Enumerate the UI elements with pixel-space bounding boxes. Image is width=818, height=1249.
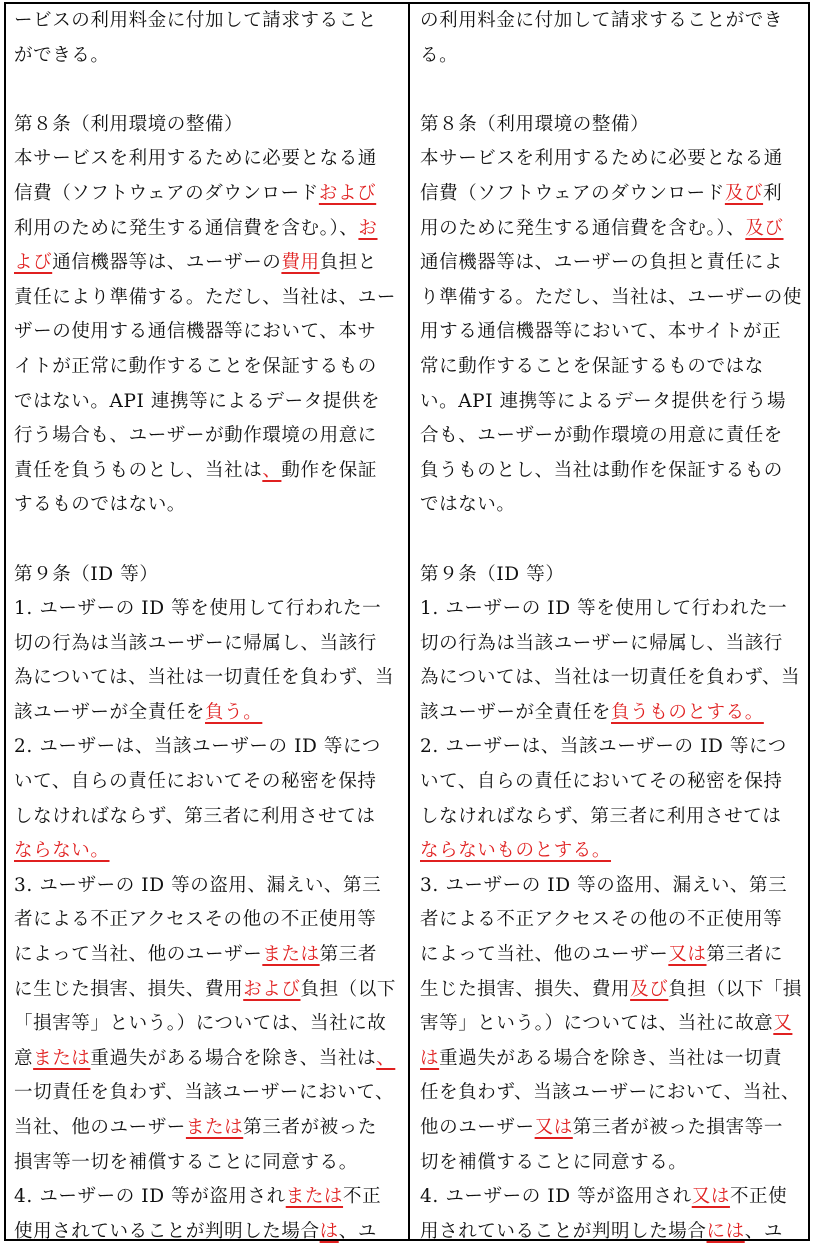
right-text-line — [420, 696, 808, 731]
right-text-line — [420, 419, 808, 454]
text-segment: 意 — [14, 1047, 34, 1069]
revision-mark: には — [706, 1220, 745, 1242]
text-segment: いて、自らの責任においてその秘密を保持 — [14, 771, 377, 793]
left-text-line — [14, 558, 402, 593]
text-segment: 生じた損害、損失、費用 — [420, 978, 631, 1000]
text-segment: 負担と — [319, 252, 377, 274]
right-text-line — [420, 212, 808, 247]
left-text-line — [14, 246, 402, 281]
left-text-line — [14, 212, 402, 247]
text-segment: 動作を保証 — [281, 459, 377, 481]
text-segment: 、ユ — [338, 1220, 377, 1242]
left-text-line — [14, 834, 402, 869]
revision-mark: 又は — [668, 944, 707, 966]
text-segment: 4. ユーザーの ID 等が盗用され — [420, 1186, 692, 1208]
right-text-line — [420, 627, 808, 662]
left-text-line — [14, 1180, 402, 1215]
text-segment: 「損害等」という。）については、当社に故 — [14, 1013, 387, 1035]
text-segment: 責任により準備する。ただし、当社は、ユー — [14, 286, 397, 308]
right-text-line — [420, 246, 808, 281]
text-segment: 使用されていることが判明した場合 — [14, 1220, 320, 1242]
right-text-line — [420, 315, 808, 350]
column-divider — [408, 2, 410, 1241]
left-text-line — [14, 696, 402, 731]
text-segment: 第三者 — [319, 944, 377, 966]
revision-mark: および — [243, 978, 301, 1000]
right-text-line — [420, 730, 808, 765]
text-segment: る。 — [420, 44, 459, 66]
text-segment: 為については、当社は一切責任を負わず、当 — [14, 667, 395, 689]
text-segment: 切の行為は当該ユーザーに帰属し、当該行 — [14, 632, 377, 654]
right-text-line — [420, 558, 808, 593]
right-text-line — [420, 1146, 808, 1181]
right-text-line — [420, 1111, 808, 1146]
left-text-line — [14, 1146, 402, 1181]
text-segment: 通信機器等は、ユーザーの — [52, 252, 282, 274]
text-segment: 第８条（利用環境の整備） — [14, 113, 244, 135]
right-text-line — [420, 108, 808, 143]
revision-mark: 及び — [630, 978, 669, 1000]
left-text-line — [14, 488, 402, 523]
revision-mark: または — [262, 944, 320, 966]
text-segment: しなければならず、第三者に利用させては — [420, 805, 782, 827]
right-text-line — [420, 385, 808, 420]
left-text-line — [14, 1215, 402, 1249]
text-segment: の利用料金に付加して請求することができ — [420, 10, 783, 31]
text-segment: 負担（以下「損 — [668, 978, 803, 1000]
right-text-line — [420, 1007, 808, 1042]
left-text-line — [14, 973, 402, 1008]
text-segment: 切を補償することに同意する。 — [420, 1151, 688, 1173]
right-text-line — [420, 142, 808, 177]
text-segment: 3. ユーザーの ID 等の盗用、漏えい、第三 — [420, 874, 788, 896]
left-text-line — [14, 903, 402, 938]
text-segment: 、ユ — [744, 1220, 783, 1242]
text-segment: 重過失がある場合を除き、当社は一切責 — [439, 1047, 783, 1069]
revision-mark: および — [318, 182, 377, 204]
text-segment: 用する通信機器等において、本サイトが正 — [420, 321, 782, 343]
right-text-line — [420, 350, 808, 385]
text-segment: 他のユーザー — [420, 1117, 535, 1138]
text-segment: 通信機器等は、ユーザーの負担と責任によ — [420, 252, 783, 274]
text-segment: 為については、当社は一切責任を負わず、当 — [420, 667, 801, 689]
text-segment: 1. ユーザーの ID 等を使用して行われた一 — [420, 598, 788, 620]
right-text-line — [420, 177, 808, 212]
text-segment: するものではない。 — [14, 494, 186, 516]
left-text-line — [14, 1111, 402, 1146]
blank-line — [14, 73, 402, 108]
left-text-line — [14, 730, 402, 765]
text-segment: 第９条（ID 等） — [420, 563, 565, 585]
text-segment: 損害等一切を補償することに同意する。 — [14, 1151, 358, 1173]
text-segment: 負うものとし、当社は動作を保証するもの — [420, 459, 783, 481]
left-text-line — [14, 765, 402, 800]
right-text-line — [420, 834, 808, 869]
left-text-line — [14, 419, 402, 454]
right-text-line — [420, 4, 808, 39]
left-text-line — [14, 4, 402, 39]
revision-mark: または — [185, 1117, 244, 1138]
text-segment: り準備する。ただし、当社は、ユーザーの使 — [420, 286, 803, 308]
left-text-line — [14, 1076, 402, 1111]
right-text-line — [420, 903, 808, 938]
right-text-line — [420, 39, 808, 74]
right-column-text — [420, 4, 808, 1249]
left-text-line — [14, 1007, 402, 1042]
text-segment: 利 — [763, 182, 783, 204]
left-text-line — [14, 454, 402, 489]
revision-mark: 及び — [724, 182, 764, 204]
right-text-line — [420, 661, 808, 696]
text-segment: ではない。 — [420, 494, 516, 516]
revision-mark: は — [319, 1220, 339, 1242]
text-segment: 該ユーザーが全責任を — [420, 701, 612, 723]
left-text-line — [14, 869, 402, 904]
blank-line — [420, 523, 808, 558]
revision-mark: または — [33, 1047, 91, 1069]
left-text-line — [14, 350, 402, 385]
text-segment: 用されていることが判明した場合 — [420, 1220, 707, 1242]
text-segment: 3. ユーザーの ID 等の盗用、漏えい、第三 — [14, 874, 382, 896]
left-text-line — [14, 281, 402, 316]
right-text-line — [420, 869, 808, 904]
text-segment: 重過失がある場合を除き、当社は — [90, 1047, 377, 1069]
revision-mark: 又は — [534, 1117, 573, 1138]
revision-mark: 負う。 — [205, 701, 263, 723]
left-text-line — [14, 1042, 402, 1077]
revision-mark: 、 — [262, 459, 282, 481]
left-text-line — [14, 800, 402, 835]
left-text-line — [14, 315, 402, 350]
revision-mark: ならないものとする。 — [420, 840, 612, 862]
text-segment: 行う場合も、ユーザーが動作環境の用意に — [14, 425, 377, 447]
text-segment: 責任を負うものとし、当社は — [14, 459, 263, 481]
right-text-line — [420, 454, 808, 489]
revision-mark: 、 — [376, 1047, 396, 1069]
text-segment: 負担（以下 — [300, 978, 397, 1000]
text-segment: 第８条（利用環境の整備） — [420, 113, 650, 135]
text-segment: イトが正常に動作することを保証するもの — [14, 355, 377, 377]
left-text-line — [14, 142, 402, 177]
text-segment: 切の行為は当該ユーザーに帰属し、当該行 — [420, 632, 783, 654]
right-text-line — [420, 1215, 808, 1249]
text-segment: しなければならず、第三者に利用させては — [14, 805, 376, 827]
text-segment: 第９条（ID 等） — [14, 563, 159, 585]
left-text-line — [14, 661, 402, 696]
text-segment: 一切責任を負わず、当該ユーザーにおいて、 — [14, 1082, 395, 1104]
text-segment: 信費（ソフトウェアのダウンロード — [14, 182, 319, 204]
text-segment: 用のために発生する通信費を含む。）、 — [420, 217, 746, 239]
left-text-line — [14, 385, 402, 420]
text-segment: 2. ユーザーは、当該ユーザーの ID 等につ — [14, 736, 381, 758]
right-text-line — [420, 1076, 808, 1111]
revision-mark: 又 — [773, 1013, 793, 1035]
left-text-line — [14, 938, 402, 973]
text-segment: ができる。 — [14, 44, 110, 66]
text-segment: 任を負わず、当該ユーザーにおいて、当社、 — [420, 1082, 801, 1104]
revision-mark: 及び — [745, 217, 784, 239]
right-text-line — [420, 1042, 808, 1077]
text-segment: 本サービスを利用するために必要となる通 — [420, 148, 783, 170]
text-segment: 者による不正アクセスその他の不正使用等 — [14, 909, 377, 931]
right-text-line — [420, 938, 808, 973]
text-segment: 第三者が被った — [243, 1117, 377, 1138]
text-segment: 利用のために発生する通信費を含む。）、 — [14, 217, 359, 239]
blank-line — [14, 523, 402, 558]
text-segment: 本サービスを利用するために必要となる通 — [14, 148, 377, 170]
text-segment: 該ユーザーが全責任を — [14, 701, 206, 723]
revision-mark: お — [358, 217, 378, 239]
right-text-line — [420, 800, 808, 835]
text-segment: 合も、ユーザーが動作環境の用意に責任を — [420, 425, 783, 447]
text-segment: 信費（ソフトウェアのダウンロード — [420, 182, 725, 204]
left-text-line — [14, 39, 402, 74]
text-segment: い。API 連携等によるデータ提供を行う場 — [420, 390, 787, 412]
text-segment: 第三者が被った損害等一 — [572, 1117, 783, 1138]
text-segment: 者による不正アクセスその他の不正使用等 — [420, 909, 783, 931]
right-text-line — [420, 973, 808, 1008]
left-text-line — [14, 627, 402, 662]
text-segment: 不正使 — [729, 1186, 788, 1208]
left-text-line — [14, 177, 402, 212]
text-segment: 害等」という。）については、当社に故意 — [420, 1013, 774, 1035]
text-segment: 4. ユーザーの ID 等が盗用され — [14, 1186, 286, 1208]
revision-mark: ならない。 — [14, 840, 110, 862]
text-segment: 常に動作することを保証するものではな — [420, 355, 764, 377]
text-segment: によって当社、他のユーザー — [420, 944, 669, 966]
text-segment: に生じた損害、損失、費用 — [14, 978, 244, 1000]
text-segment: ービスの利用料金に付加して請求すること — [14, 10, 377, 31]
right-text-line — [420, 281, 808, 316]
blank-line — [420, 73, 808, 108]
revision-mark: 負うものとする。 — [611, 701, 764, 723]
text-segment: 不正 — [343, 1186, 382, 1208]
text-segment: ではない。API 連携等によるデータ提供を — [14, 390, 381, 412]
left-text-line — [14, 592, 402, 627]
revision-mark: よび — [14, 252, 53, 274]
text-segment: によって当社、他のユーザー — [14, 944, 263, 966]
revision-mark: 又は — [691, 1186, 730, 1208]
left-text-line — [14, 108, 402, 143]
right-text-line — [420, 488, 808, 523]
revision-mark: または — [285, 1186, 344, 1208]
text-segment: ザーの使用する通信機器等において、本サ — [14, 321, 377, 343]
right-text-line — [420, 1180, 808, 1215]
left-column-text — [14, 4, 402, 1249]
text-segment: 第三者に — [706, 944, 783, 966]
text-segment: 1. ユーザーの ID 等を使用して行われた一 — [14, 598, 382, 620]
revision-mark: は — [420, 1047, 440, 1069]
revision-mark: 費用 — [281, 252, 320, 274]
text-segment: 2. ユーザーは、当該ユーザーの ID 等につ — [420, 736, 787, 758]
text-segment: 当社、他のユーザー — [14, 1117, 186, 1138]
right-text-line — [420, 765, 808, 800]
right-text-line — [420, 592, 808, 627]
text-segment: いて、自らの責任においてその秘密を保持 — [420, 771, 783, 793]
